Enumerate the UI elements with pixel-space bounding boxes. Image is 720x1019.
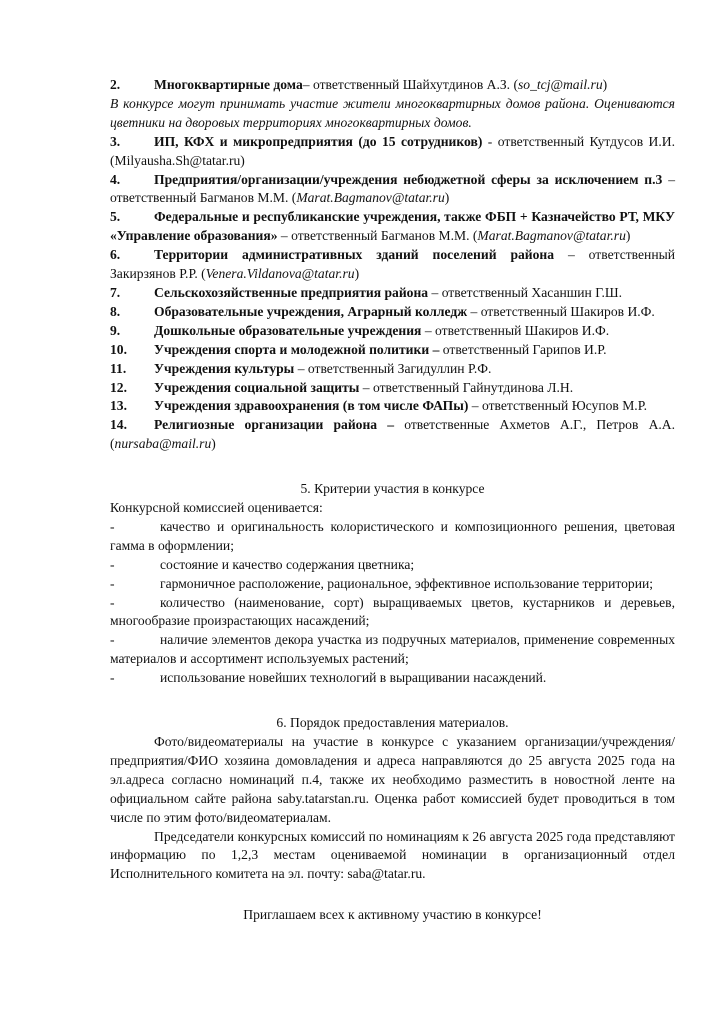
- item-responsible: – ответственный Багманов М.М. (: [110, 171, 675, 206]
- item-title: Федеральные и республиканские учреждения, также ФБП + Казначейство РТ, МКУ «Управление образования»: [110, 209, 675, 244]
- item-title: Религиозные организации района –: [154, 417, 395, 433]
- nomination-item: [110, 303, 675, 322]
- item-responsible: ответственный Гарипов И.Р.: [439, 341, 607, 357]
- item-title: Учреждения спорта и молодежной политики –: [154, 341, 440, 357]
- criterion-item: - гармоничное расположение, рациональное, эффективное использование территории;: [110, 575, 654, 591]
- item-title: Образовательные учреждения, Аграрный колледж: [154, 303, 468, 319]
- item-number: 6.: [110, 247, 121, 263]
- item-number: 4.: [110, 171, 121, 187]
- item-number: 3.: [110, 133, 121, 149]
- item-responsible: – ответственный Закирзянов Р.Р. (: [110, 247, 676, 282]
- item-number: 11.: [110, 360, 127, 376]
- item-title: Дошкольные образовательные учреждения: [154, 322, 422, 338]
- item-number: 12.: [110, 379, 127, 395]
- criterion-item: - использование новейших технологий в выращивании насаждений.: [110, 670, 547, 686]
- criterion-item: - наличие элементов декора участка из подручных материалов, применение современных материалов и ассортимент используемых растений;: [110, 632, 675, 667]
- nomination-item: [110, 341, 675, 360]
- item-title: ИП, КФХ и микропредприятия (до 15 сотрудников): [154, 133, 483, 149]
- item-responsible: – ответственный Шакиров И.Ф.: [421, 322, 610, 338]
- nomination-item: [110, 133, 675, 171]
- item-title: Сельскохозяйственные предприятия района: [154, 284, 429, 300]
- nomination-item: 4. Предприятия/организации/учреждения небюджетной сферы за исключением п.3 – ответственный Багманов М.М. (Marat.Bagmanov@tatar.ru): [110, 171, 675, 206]
- item-number: 2.: [110, 77, 121, 92]
- item-number: 8.: [110, 303, 121, 319]
- nomination-item: 5. Федеральные и республиканские учреждения, также ФБП + Казначейство РТ, МКУ «Управление образования» – ответственный Багманов М.М. (Marat.Bagmanov@tatar.ru): [110, 209, 675, 244]
- section-intro: Конкурсной комиссией оценивается:: [110, 500, 323, 516]
- item-title: Учреждения культуры: [154, 360, 295, 376]
- nomination-item: 2. Многоквартирные дома– ответственный Шайхутдинов А.З. (so_tcj@mail.ru): [110, 76, 675, 95]
- criterion-item: - качество и оригинальность колористического и композиционного решения, цветовая гамма в оформлении;: [110, 518, 675, 553]
- nomination-item: [110, 322, 675, 341]
- item-email: Venera.Vildanova@tatar.ru: [205, 266, 355, 282]
- item-responsible: ответственные Ахметов А.Г., Петров А.А. (: [110, 417, 676, 452]
- nomination-item: [110, 397, 675, 416]
- criterion-item: - количество (наименование, сорт) выращиваемых цветов, кустарников и деревьев, многообразие произрастающих насаждений;: [110, 594, 675, 629]
- item-email: so_tcj@mail.ru: [518, 77, 603, 92]
- item-responsible: – ответственный Гайнутдинова Л.Н.: [359, 379, 574, 395]
- item-responsible: – ответственный Загидуллин Р.Ф.: [294, 360, 492, 376]
- item-number: 10.: [110, 341, 127, 357]
- closing-line: Приглашаем всех к активному участию в конкурсе!: [243, 907, 542, 923]
- item-number: 13.: [110, 398, 127, 414]
- item-responsible: – ответственный Шакиров И.Ф.: [467, 303, 655, 319]
- paragraph: Председатели конкурсных комиссий по номинациям к 26 августа 2025 года представляют информацию по 1,2,3 местам оцениваемой номинации в организационный отдел Исполнительного комитета на эл. почту: saba@tatar.ru.: [110, 828, 675, 882]
- item-responsible: – ответственный Багманов М.М. (: [277, 228, 478, 244]
- item-email: nursaba@mail.ru: [114, 436, 212, 452]
- item-title: Территории административных зданий поселений района: [154, 247, 555, 263]
- item-responsible: – ответственный Юсупов М.Р.: [468, 398, 647, 414]
- item-email: Marat.Bagmanov@tatar.ru: [477, 228, 626, 244]
- nomination-item: [110, 284, 675, 303]
- item-responsible: – ответственный Хасаншин Г.Ш.: [428, 284, 623, 300]
- item-title: Предприятия/организации/учреждения небюджетной сферы за исключением п.3: [154, 171, 663, 187]
- section-heading: 5. Критерии участия в конкурсе: [300, 481, 485, 497]
- item-title: Многоквартирные дома: [154, 77, 303, 92]
- item-number: 9.: [110, 322, 121, 338]
- nomination-item: 14. Религиозные организации района – ответственные Ахметов А.Г., Петров А.А. (nursaba@mail.ru): [110, 417, 676, 452]
- nomination-note: В конкурсе могут принимать участие жители многоквартирных домов района. Оцениваются цветники на дворовых территориях многоквартирных домов.: [110, 95, 675, 130]
- item-email: Marat.Bagmanov@tatar.ru: [296, 190, 445, 206]
- paragraph: Фото/видеоматериалы на участие в конкурсе с указанием организации/учреждения/предприятия/ФИО хозяина домовладения и адреса направляются до 25 августа 2025 года на эл.адреса согласно номинаций п.4, также их необходимо разместить в новостной ленте на официальном сайте района saby.tatarstan.ru. Оценка работ комиссией будет проводиться в том числе по этим фото/видеоматериалам.: [110, 734, 675, 825]
- nomination-item: 6. Территории административных зданий поселений района – ответственный Закирзянов Р.Р. (Venera.Vildanova@tatar.ru): [110, 247, 676, 282]
- item-title: Учреждения здравоохранения (в том числе ФАПы): [154, 398, 469, 414]
- item-responsible: – ответственный Шайхутдинов А.З. (: [302, 77, 519, 92]
- nomination-item: [110, 360, 675, 379]
- criterion-item: - состояние и качество содержания цветника;: [110, 556, 415, 572]
- section-heading: 6. Порядок предоставления материалов.: [276, 715, 509, 731]
- item-number: 14.: [110, 417, 127, 433]
- nomination-item: [110, 379, 675, 398]
- item-number: 5.: [110, 209, 121, 225]
- document-page: [110, 76, 675, 925]
- item-number: 7.: [110, 284, 121, 300]
- item-title: Учреждения социальной защиты: [154, 379, 360, 395]
- item-responsible: - ответственный Кутдусов И.И. (Milyausha.Sh@tatar.ru): [110, 133, 675, 168]
